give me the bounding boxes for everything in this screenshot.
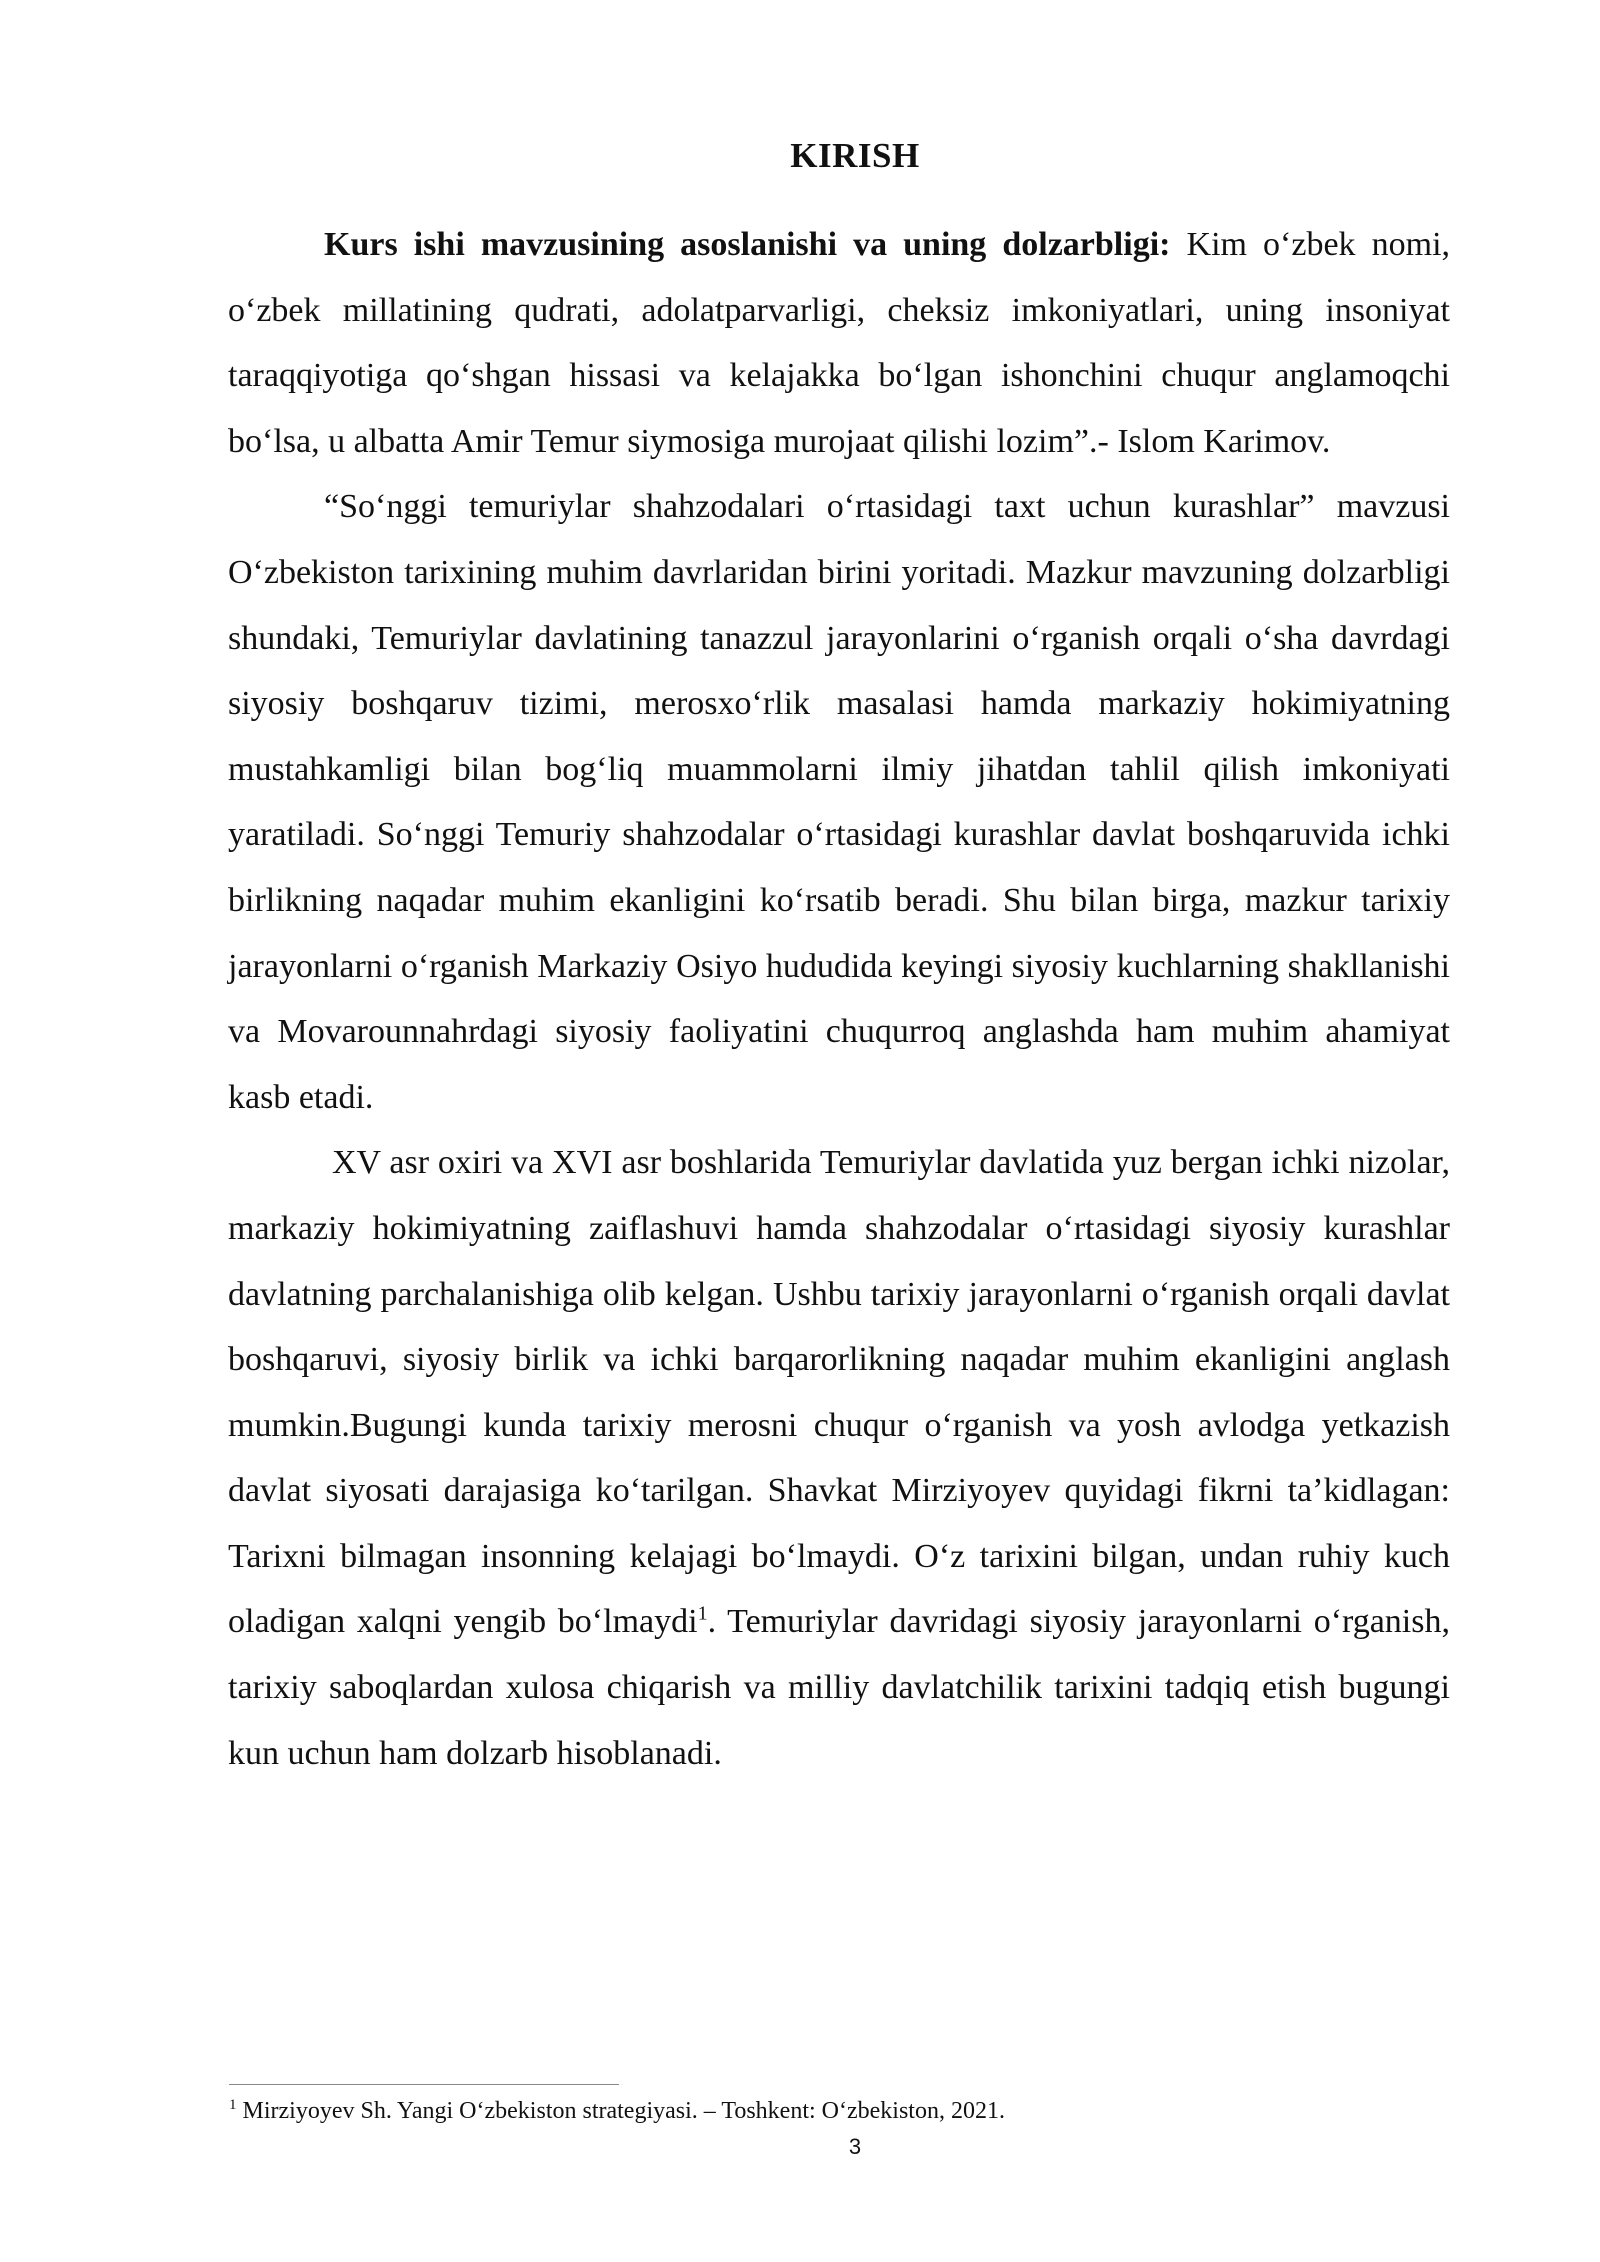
section-title: KIRISH bbox=[790, 136, 920, 175]
paragraph-relevance bbox=[228, 474, 1450, 1130]
footnote-number: 1 bbox=[229, 2097, 237, 2113]
footnote bbox=[229, 2096, 1429, 2126]
paragraph-text: XV asr oxiri va XVI asr boshlarida Temuriylar davlatida yuz bergan ichki nizolar, markaziy hokimiyatning zaiflashuvi hamda shahzodalar o‘rtasidagi siyosiy kurashlar davlatning parchalanishiga olib kelgan. Ushbu tarixiy jarayonlarni o‘rganish orqali davlat boshqaruvi, siyosiy birlik va ichki barqarorlikning naqadar muhim ekanligini anglash mumkin.Bugungi kunda tarixiy merosni chuqur o‘rganish va yosh avlodga yetkazish davlat siyosati darajasiga ko‘tarilgan. Shavkat Mirziyoyev quyidagi fikrni ta’kidlagan: Tarixni bilmagan insonning kelajagi bo‘lmaydi. O‘z tarixini bilgan, undan ruhiy kuch oladigan xalqni yengib bo‘lmaydi bbox=[228, 1144, 1450, 1641]
paragraph-historical-context bbox=[228, 1130, 1450, 1786]
body-text bbox=[228, 212, 1450, 1786]
paragraph-text: . Temuriylar davridagi siyosiy jarayonlarni o‘rganish, tarixiy saboqlardan xulosa chiqarish va milliy davlatchilik tarixini tadqiq etish bugungi kun uchun ham dolzarb hisoblanadi. bbox=[228, 1603, 1450, 1772]
footnote-text: Mirziyoyev Sh. Yangi O‘zbekiston strategiyasi. – Toshkent: O‘zbekiston, 2021. bbox=[236, 2098, 1005, 2124]
page-number: 3 bbox=[848, 2134, 862, 2159]
paragraph-lead-heading: Kurs ishi mavzusining asoslanishi va uning dolzarbligi: bbox=[324, 226, 1171, 263]
paragraph-text: Kim o‘zbek nomi, o‘zbek millatining qudrati, adolatparvarligi, cheksiz imkoniyatlari, uning insoniyat taraqqiyotiga qo‘shgan hissasi va kelajakka bo‘lgan ishonchini chuqur anglamoqchi bo‘lsa, u albatta Amir Temur siymosiga murojaat qilishi lozim”.- Islom Karimov. bbox=[228, 226, 1451, 460]
paragraph-text: “So‘nggi temuriylar shahzodalari o‘rtasidagi taxt uchun kurashlar” mavzusi O‘zbekiston tarixining muhim davrlaridan birini yoritadi. Mazkur mavzuning dolzarbligi shundaki, Temuriylar davlatining tanazzul jarayonlarini o‘rganish orqali o‘sha davrdagi siyosiy boshqaruv tizimi, merosxo‘rlik masalasi hamda markaziy hokimiyatning mustahkamligi bilan bog‘liq muammolarni ilmiy jihatdan tahlil qilish imkoniyati yaratiladi. So‘nggi Temuriy shahzodalar o‘rtasidagi kurashlar davlat boshqaruvida ichki birlikning naqadar muhim ekanligini ko‘rsatib beradi. Shu bilan birga, mazkur tarixiy jarayonlarni o‘rganish Markaziy Osiyo hududida keyingi siyosiy kuchlarning shakllanishi va Movarounnahrdagi siyosiy faoliyatini chuqurroq anglashda ham muhim ahamiyat kasb etadi. bbox=[228, 488, 1450, 1116]
paragraph-introduction bbox=[228, 212, 1450, 474]
footnote-separator bbox=[229, 2084, 619, 2085]
footnote-reference: 1 bbox=[697, 1603, 708, 1626]
